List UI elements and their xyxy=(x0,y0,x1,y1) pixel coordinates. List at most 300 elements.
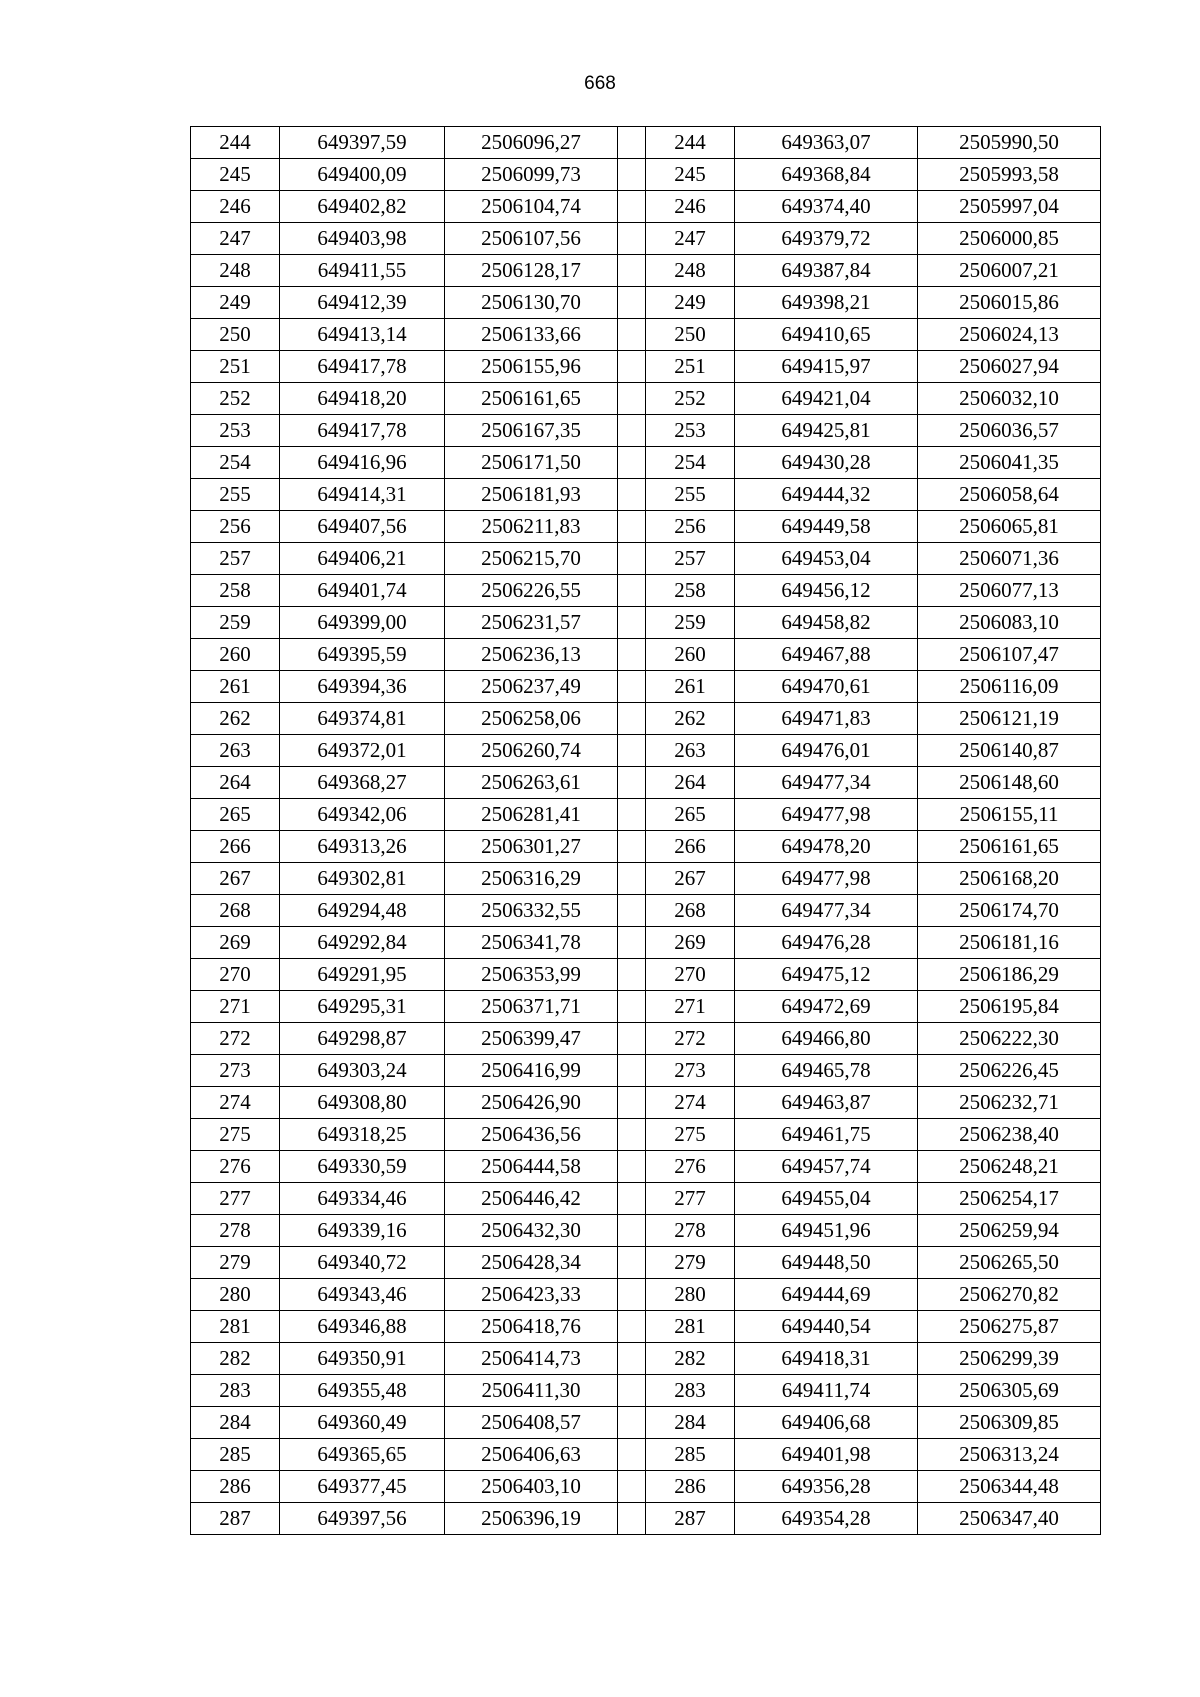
left-y-coordinate: 2506263,61 xyxy=(445,767,618,799)
right-y-coordinate: 2506168,20 xyxy=(918,863,1101,895)
right-point-number: 280 xyxy=(646,1279,735,1311)
right-x-coordinate: 649354,28 xyxy=(735,1503,918,1535)
right-x-coordinate: 649453,04 xyxy=(735,543,918,575)
right-point-number: 255 xyxy=(646,479,735,511)
left-point-number: 261 xyxy=(191,671,280,703)
right-x-coordinate: 649458,82 xyxy=(735,607,918,639)
table-row xyxy=(191,735,1101,767)
left-point-number: 248 xyxy=(191,255,280,287)
right-x-coordinate: 649467,88 xyxy=(735,639,918,671)
left-x-coordinate: 649417,78 xyxy=(280,351,445,383)
table-row xyxy=(191,831,1101,863)
left-point-number: 281 xyxy=(191,1311,280,1343)
left-x-coordinate: 649395,59 xyxy=(280,639,445,671)
right-x-coordinate: 649470,61 xyxy=(735,671,918,703)
table-row xyxy=(191,319,1101,351)
right-x-coordinate: 649461,75 xyxy=(735,1119,918,1151)
right-point-number: 257 xyxy=(646,543,735,575)
right-point-number: 246 xyxy=(646,191,735,223)
column-spacer xyxy=(618,1151,646,1183)
table-row xyxy=(191,127,1101,159)
column-spacer xyxy=(618,703,646,735)
column-spacer xyxy=(618,479,646,511)
right-y-coordinate: 2506344,48 xyxy=(918,1471,1101,1503)
right-point-number: 264 xyxy=(646,767,735,799)
column-spacer xyxy=(618,1183,646,1215)
left-point-number: 256 xyxy=(191,511,280,543)
left-x-coordinate: 649294,48 xyxy=(280,895,445,927)
table-row xyxy=(191,511,1101,543)
column-spacer xyxy=(618,1407,646,1439)
column-spacer xyxy=(618,1471,646,1503)
left-x-coordinate: 649298,87 xyxy=(280,1023,445,1055)
left-x-coordinate: 649403,98 xyxy=(280,223,445,255)
table-row xyxy=(191,991,1101,1023)
right-point-number: 258 xyxy=(646,575,735,607)
left-x-coordinate: 649406,21 xyxy=(280,543,445,575)
left-point-number: 277 xyxy=(191,1183,280,1215)
left-x-coordinate: 649342,06 xyxy=(280,799,445,831)
right-y-coordinate: 2505990,50 xyxy=(918,127,1101,159)
left-y-coordinate: 2506231,57 xyxy=(445,607,618,639)
column-spacer xyxy=(618,511,646,543)
right-y-coordinate: 2506148,60 xyxy=(918,767,1101,799)
right-y-coordinate: 2506116,09 xyxy=(918,671,1101,703)
right-y-coordinate: 2506265,50 xyxy=(918,1247,1101,1279)
column-spacer xyxy=(618,1087,646,1119)
left-y-coordinate: 2506416,99 xyxy=(445,1055,618,1087)
left-x-coordinate: 649413,14 xyxy=(280,319,445,351)
table-row xyxy=(191,159,1101,191)
right-x-coordinate: 649475,12 xyxy=(735,959,918,991)
right-y-coordinate: 2506347,40 xyxy=(918,1503,1101,1535)
table-row xyxy=(191,607,1101,639)
left-y-coordinate: 2506104,74 xyxy=(445,191,618,223)
right-x-coordinate: 649471,83 xyxy=(735,703,918,735)
right-point-number: 252 xyxy=(646,383,735,415)
left-point-number: 259 xyxy=(191,607,280,639)
right-x-coordinate: 649421,04 xyxy=(735,383,918,415)
right-x-coordinate: 649477,34 xyxy=(735,767,918,799)
left-point-number: 285 xyxy=(191,1439,280,1471)
left-x-coordinate: 649416,96 xyxy=(280,447,445,479)
column-spacer xyxy=(618,383,646,415)
right-point-number: 260 xyxy=(646,639,735,671)
table-row xyxy=(191,1087,1101,1119)
table-row xyxy=(191,447,1101,479)
column-spacer xyxy=(618,1343,646,1375)
right-x-coordinate: 649401,98 xyxy=(735,1439,918,1471)
left-y-coordinate: 2506260,74 xyxy=(445,735,618,767)
right-point-number: 251 xyxy=(646,351,735,383)
left-point-number: 271 xyxy=(191,991,280,1023)
left-y-coordinate: 2506353,99 xyxy=(445,959,618,991)
right-y-coordinate: 2505993,58 xyxy=(918,159,1101,191)
left-point-number: 254 xyxy=(191,447,280,479)
right-y-coordinate: 2505997,04 xyxy=(918,191,1101,223)
left-point-number: 260 xyxy=(191,639,280,671)
table-row xyxy=(191,767,1101,799)
table-row xyxy=(191,1247,1101,1279)
right-y-coordinate: 2506007,21 xyxy=(918,255,1101,287)
right-point-number: 244 xyxy=(646,127,735,159)
left-x-coordinate: 649292,84 xyxy=(280,927,445,959)
right-y-coordinate: 2506032,10 xyxy=(918,383,1101,415)
left-y-coordinate: 2506406,63 xyxy=(445,1439,618,1471)
column-spacer xyxy=(618,543,646,575)
column-spacer xyxy=(618,191,646,223)
left-point-number: 247 xyxy=(191,223,280,255)
left-point-number: 249 xyxy=(191,287,280,319)
table-row xyxy=(191,575,1101,607)
column-spacer xyxy=(618,319,646,351)
table-row xyxy=(191,543,1101,575)
right-point-number: 274 xyxy=(646,1087,735,1119)
right-x-coordinate: 649410,65 xyxy=(735,319,918,351)
left-x-coordinate: 649368,27 xyxy=(280,767,445,799)
column-spacer xyxy=(618,927,646,959)
right-point-number: 262 xyxy=(646,703,735,735)
left-x-coordinate: 649350,91 xyxy=(280,1343,445,1375)
left-x-coordinate: 649302,81 xyxy=(280,863,445,895)
right-point-number: 278 xyxy=(646,1215,735,1247)
right-y-coordinate: 2506226,45 xyxy=(918,1055,1101,1087)
column-spacer xyxy=(618,1375,646,1407)
left-point-number: 255 xyxy=(191,479,280,511)
column-spacer xyxy=(618,671,646,703)
right-y-coordinate: 2506161,65 xyxy=(918,831,1101,863)
column-spacer xyxy=(618,831,646,863)
right-x-coordinate: 649457,74 xyxy=(735,1151,918,1183)
right-x-coordinate: 649368,84 xyxy=(735,159,918,191)
left-x-coordinate: 649412,39 xyxy=(280,287,445,319)
left-point-number: 264 xyxy=(191,767,280,799)
right-y-coordinate: 2506015,86 xyxy=(918,287,1101,319)
right-point-number: 283 xyxy=(646,1375,735,1407)
table-row xyxy=(191,1215,1101,1247)
table-row xyxy=(191,671,1101,703)
left-y-coordinate: 2506096,27 xyxy=(445,127,618,159)
column-spacer xyxy=(618,415,646,447)
left-y-coordinate: 2506411,30 xyxy=(445,1375,618,1407)
table-row xyxy=(191,1151,1101,1183)
column-spacer xyxy=(618,799,646,831)
right-x-coordinate: 649463,87 xyxy=(735,1087,918,1119)
right-y-coordinate: 2506232,71 xyxy=(918,1087,1101,1119)
left-x-coordinate: 649394,36 xyxy=(280,671,445,703)
left-y-coordinate: 2506332,55 xyxy=(445,895,618,927)
left-x-coordinate: 649334,46 xyxy=(280,1183,445,1215)
left-y-coordinate: 2506161,65 xyxy=(445,383,618,415)
left-point-number: 265 xyxy=(191,799,280,831)
right-y-coordinate: 2506000,85 xyxy=(918,223,1101,255)
right-point-number: 268 xyxy=(646,895,735,927)
column-spacer xyxy=(618,1119,646,1151)
column-spacer xyxy=(618,447,646,479)
column-spacer xyxy=(618,735,646,767)
coordinates-table-body xyxy=(191,127,1101,1535)
column-spacer xyxy=(618,1439,646,1471)
left-x-coordinate: 649339,16 xyxy=(280,1215,445,1247)
right-x-coordinate: 649444,69 xyxy=(735,1279,918,1311)
right-point-number: 249 xyxy=(646,287,735,319)
table-row xyxy=(191,959,1101,991)
table-row xyxy=(191,383,1101,415)
right-point-number: 259 xyxy=(646,607,735,639)
left-x-coordinate: 649407,56 xyxy=(280,511,445,543)
column-spacer xyxy=(618,287,646,319)
right-x-coordinate: 649472,69 xyxy=(735,991,918,1023)
left-x-coordinate: 649295,31 xyxy=(280,991,445,1023)
left-x-coordinate: 649330,59 xyxy=(280,1151,445,1183)
column-spacer xyxy=(618,351,646,383)
table-row xyxy=(191,1311,1101,1343)
table-row xyxy=(191,927,1101,959)
column-spacer xyxy=(618,159,646,191)
right-x-coordinate: 649476,01 xyxy=(735,735,918,767)
left-y-coordinate: 2506399,47 xyxy=(445,1023,618,1055)
right-y-coordinate: 2506222,30 xyxy=(918,1023,1101,1055)
right-y-coordinate: 2506174,70 xyxy=(918,895,1101,927)
left-point-number: 268 xyxy=(191,895,280,927)
column-spacer xyxy=(618,1247,646,1279)
right-point-number: 266 xyxy=(646,831,735,863)
left-point-number: 276 xyxy=(191,1151,280,1183)
left-x-coordinate: 649414,31 xyxy=(280,479,445,511)
right-y-coordinate: 2506238,40 xyxy=(918,1119,1101,1151)
right-x-coordinate: 649415,97 xyxy=(735,351,918,383)
right-x-coordinate: 649398,21 xyxy=(735,287,918,319)
right-y-coordinate: 2506024,13 xyxy=(918,319,1101,351)
left-x-coordinate: 649343,46 xyxy=(280,1279,445,1311)
left-x-coordinate: 649417,78 xyxy=(280,415,445,447)
right-y-coordinate: 2506140,87 xyxy=(918,735,1101,767)
coordinates-table xyxy=(190,126,1101,1535)
table-row xyxy=(191,895,1101,927)
left-point-number: 267 xyxy=(191,863,280,895)
table-row xyxy=(191,191,1101,223)
left-y-coordinate: 2506414,73 xyxy=(445,1343,618,1375)
column-spacer xyxy=(618,639,646,671)
left-x-coordinate: 649397,56 xyxy=(280,1503,445,1535)
left-y-coordinate: 2506130,70 xyxy=(445,287,618,319)
left-y-coordinate: 2506167,35 xyxy=(445,415,618,447)
table-row xyxy=(191,1503,1101,1535)
left-point-number: 252 xyxy=(191,383,280,415)
left-y-coordinate: 2506418,76 xyxy=(445,1311,618,1343)
left-point-number: 251 xyxy=(191,351,280,383)
left-y-coordinate: 2506215,70 xyxy=(445,543,618,575)
table-row xyxy=(191,1279,1101,1311)
left-y-coordinate: 2506403,10 xyxy=(445,1471,618,1503)
left-y-coordinate: 2506155,96 xyxy=(445,351,618,383)
right-y-coordinate: 2506309,85 xyxy=(918,1407,1101,1439)
left-point-number: 284 xyxy=(191,1407,280,1439)
right-x-coordinate: 649451,96 xyxy=(735,1215,918,1247)
right-y-coordinate: 2506299,39 xyxy=(918,1343,1101,1375)
table-row xyxy=(191,223,1101,255)
table-row xyxy=(191,639,1101,671)
right-x-coordinate: 649356,28 xyxy=(735,1471,918,1503)
right-x-coordinate: 649466,80 xyxy=(735,1023,918,1055)
table-row xyxy=(191,1439,1101,1471)
left-x-coordinate: 649399,00 xyxy=(280,607,445,639)
right-y-coordinate: 2506181,16 xyxy=(918,927,1101,959)
left-y-coordinate: 2506099,73 xyxy=(445,159,618,191)
left-x-coordinate: 649401,74 xyxy=(280,575,445,607)
right-point-number: 279 xyxy=(646,1247,735,1279)
left-x-coordinate: 649374,81 xyxy=(280,703,445,735)
table-row xyxy=(191,1343,1101,1375)
table-row xyxy=(191,351,1101,383)
column-spacer xyxy=(618,767,646,799)
right-x-coordinate: 649425,81 xyxy=(735,415,918,447)
left-y-coordinate: 2506128,17 xyxy=(445,255,618,287)
right-y-coordinate: 2506248,21 xyxy=(918,1151,1101,1183)
left-point-number: 275 xyxy=(191,1119,280,1151)
right-x-coordinate: 649440,54 xyxy=(735,1311,918,1343)
left-point-number: 246 xyxy=(191,191,280,223)
column-spacer xyxy=(618,895,646,927)
left-point-number: 274 xyxy=(191,1087,280,1119)
left-point-number: 273 xyxy=(191,1055,280,1087)
right-y-coordinate: 2506186,29 xyxy=(918,959,1101,991)
right-point-number: 284 xyxy=(646,1407,735,1439)
right-x-coordinate: 649418,31 xyxy=(735,1343,918,1375)
column-spacer xyxy=(618,575,646,607)
column-spacer xyxy=(618,1503,646,1535)
right-point-number: 272 xyxy=(646,1023,735,1055)
table-row xyxy=(191,255,1101,287)
right-point-number: 267 xyxy=(646,863,735,895)
right-x-coordinate: 649406,68 xyxy=(735,1407,918,1439)
left-y-coordinate: 2506426,90 xyxy=(445,1087,618,1119)
right-point-number: 276 xyxy=(646,1151,735,1183)
left-x-coordinate: 649402,82 xyxy=(280,191,445,223)
left-y-coordinate: 2506408,57 xyxy=(445,1407,618,1439)
column-spacer xyxy=(618,1023,646,1055)
page-number: 668 xyxy=(584,73,616,94)
column-spacer xyxy=(618,1215,646,1247)
right-x-coordinate: 649444,32 xyxy=(735,479,918,511)
left-point-number: 257 xyxy=(191,543,280,575)
left-point-number: 279 xyxy=(191,1247,280,1279)
left-y-coordinate: 2506341,78 xyxy=(445,927,618,959)
right-point-number: 285 xyxy=(646,1439,735,1471)
right-y-coordinate: 2506121,19 xyxy=(918,703,1101,735)
left-y-coordinate: 2506396,19 xyxy=(445,1503,618,1535)
column-spacer xyxy=(618,1279,646,1311)
table-row xyxy=(191,863,1101,895)
right-x-coordinate: 649387,84 xyxy=(735,255,918,287)
right-y-coordinate: 2506027,94 xyxy=(918,351,1101,383)
left-point-number: 258 xyxy=(191,575,280,607)
left-y-coordinate: 2506107,56 xyxy=(445,223,618,255)
left-y-coordinate: 2506301,27 xyxy=(445,831,618,863)
right-x-coordinate: 649478,20 xyxy=(735,831,918,863)
table-row xyxy=(191,703,1101,735)
left-point-number: 287 xyxy=(191,1503,280,1535)
right-point-number: 270 xyxy=(646,959,735,991)
left-x-coordinate: 649360,49 xyxy=(280,1407,445,1439)
left-point-number: 253 xyxy=(191,415,280,447)
right-point-number: 271 xyxy=(646,991,735,1023)
left-y-coordinate: 2506181,93 xyxy=(445,479,618,511)
table-row xyxy=(191,799,1101,831)
column-spacer xyxy=(618,1055,646,1087)
left-point-number: 262 xyxy=(191,703,280,735)
right-x-coordinate: 649477,34 xyxy=(735,895,918,927)
right-point-number: 277 xyxy=(646,1183,735,1215)
right-x-coordinate: 649465,78 xyxy=(735,1055,918,1087)
left-point-number: 270 xyxy=(191,959,280,991)
left-y-coordinate: 2506371,71 xyxy=(445,991,618,1023)
table-row xyxy=(191,287,1101,319)
left-point-number: 266 xyxy=(191,831,280,863)
right-point-number: 250 xyxy=(646,319,735,351)
left-x-coordinate: 649397,59 xyxy=(280,127,445,159)
right-point-number: 273 xyxy=(646,1055,735,1087)
right-point-number: 275 xyxy=(646,1119,735,1151)
left-y-coordinate: 2506133,66 xyxy=(445,319,618,351)
left-point-number: 263 xyxy=(191,735,280,767)
left-y-coordinate: 2506226,55 xyxy=(445,575,618,607)
right-x-coordinate: 649430,28 xyxy=(735,447,918,479)
right-y-coordinate: 2506083,10 xyxy=(918,607,1101,639)
right-point-number: 245 xyxy=(646,159,735,191)
left-x-coordinate: 649303,24 xyxy=(280,1055,445,1087)
right-x-coordinate: 649374,40 xyxy=(735,191,918,223)
left-x-coordinate: 649400,09 xyxy=(280,159,445,191)
right-x-coordinate: 649477,98 xyxy=(735,799,918,831)
table-row xyxy=(191,1023,1101,1055)
left-x-coordinate: 649365,65 xyxy=(280,1439,445,1471)
left-x-coordinate: 649377,45 xyxy=(280,1471,445,1503)
right-x-coordinate: 649456,12 xyxy=(735,575,918,607)
right-y-coordinate: 2506275,87 xyxy=(918,1311,1101,1343)
right-point-number: 263 xyxy=(646,735,735,767)
table-row xyxy=(191,1183,1101,1215)
right-point-number: 282 xyxy=(646,1343,735,1375)
right-x-coordinate: 649449,58 xyxy=(735,511,918,543)
left-point-number: 278 xyxy=(191,1215,280,1247)
right-x-coordinate: 649476,28 xyxy=(735,927,918,959)
left-y-coordinate: 2506436,56 xyxy=(445,1119,618,1151)
right-x-coordinate: 649363,07 xyxy=(735,127,918,159)
left-x-coordinate: 649308,80 xyxy=(280,1087,445,1119)
left-x-coordinate: 649418,20 xyxy=(280,383,445,415)
left-point-number: 282 xyxy=(191,1343,280,1375)
right-y-coordinate: 2506065,81 xyxy=(918,511,1101,543)
left-point-number: 269 xyxy=(191,927,280,959)
right-point-number: 253 xyxy=(646,415,735,447)
right-y-coordinate: 2506041,35 xyxy=(918,447,1101,479)
right-point-number: 269 xyxy=(646,927,735,959)
right-x-coordinate: 649448,50 xyxy=(735,1247,918,1279)
left-x-coordinate: 649355,48 xyxy=(280,1375,445,1407)
right-point-number: 281 xyxy=(646,1311,735,1343)
column-spacer xyxy=(618,607,646,639)
left-y-coordinate: 2506258,06 xyxy=(445,703,618,735)
right-point-number: 287 xyxy=(646,1503,735,1535)
left-point-number: 286 xyxy=(191,1471,280,1503)
left-x-coordinate: 649340,72 xyxy=(280,1247,445,1279)
right-y-coordinate: 2506036,57 xyxy=(918,415,1101,447)
column-spacer xyxy=(618,959,646,991)
right-point-number: 248 xyxy=(646,255,735,287)
right-point-number: 261 xyxy=(646,671,735,703)
column-spacer xyxy=(618,223,646,255)
